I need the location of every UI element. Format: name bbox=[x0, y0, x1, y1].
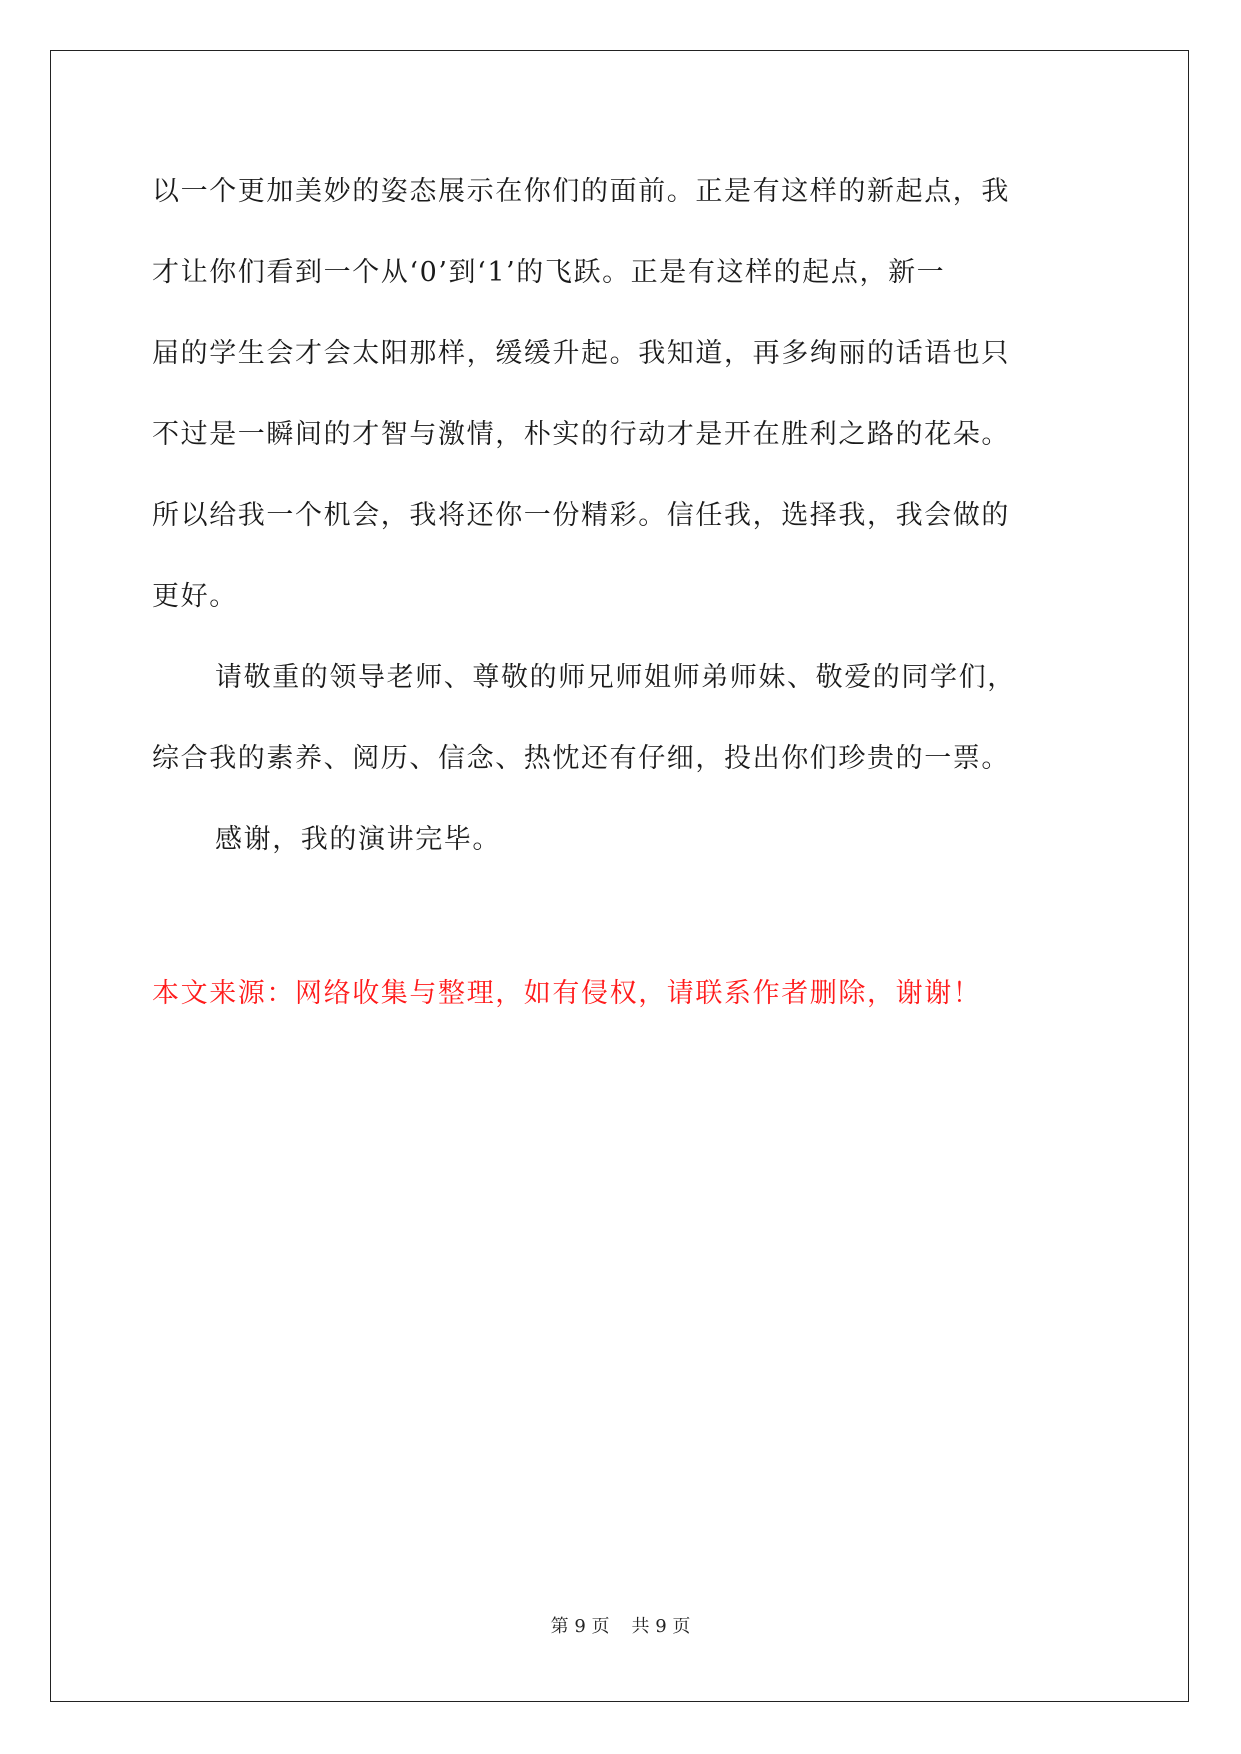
body-line: 所以给我一个机会，我将还你一份精彩。信任我，选择我，我会做的 bbox=[152, 500, 1010, 531]
page-footer bbox=[0, 1615, 1241, 1639]
page-total: 共 9 页 bbox=[631, 1616, 691, 1637]
body-line: 届的学生会才会太阳那样，缓缓升起。我知道，再多绚丽的话语也只 bbox=[152, 338, 1010, 369]
body-line: 感谢，我的演讲完毕。 bbox=[215, 824, 501, 855]
body-line: 以一个更加美妙的姿态展示在你们的面前。正是有这样的新起点，我 bbox=[152, 176, 1010, 207]
page-number: 第 9 页 bbox=[550, 1616, 610, 1637]
body-line: 才让你们看到一个从‘0’到‘1’的飞跃。正是有这样的起点，新一 bbox=[152, 257, 946, 288]
body-line: 不过是一瞬间的才智与激情，朴实的行动才是开在胜利之路的花朵。 bbox=[152, 419, 1010, 450]
source-disclaimer: 本文来源：网络收集与整理，如有侵权，请联系作者删除，谢谢！ bbox=[152, 978, 982, 1009]
body-line: 更好。 bbox=[152, 581, 238, 612]
body-line: 综合我的素养、阅历、信念、热忱还有仔细，投出你们珍贵的一票。 bbox=[152, 743, 1010, 774]
body-line: 请敬重的领导老师、尊敬的师兄师姐师弟师妹、敬爱的同学们， bbox=[215, 662, 1016, 693]
page-frame bbox=[50, 50, 1189, 1702]
